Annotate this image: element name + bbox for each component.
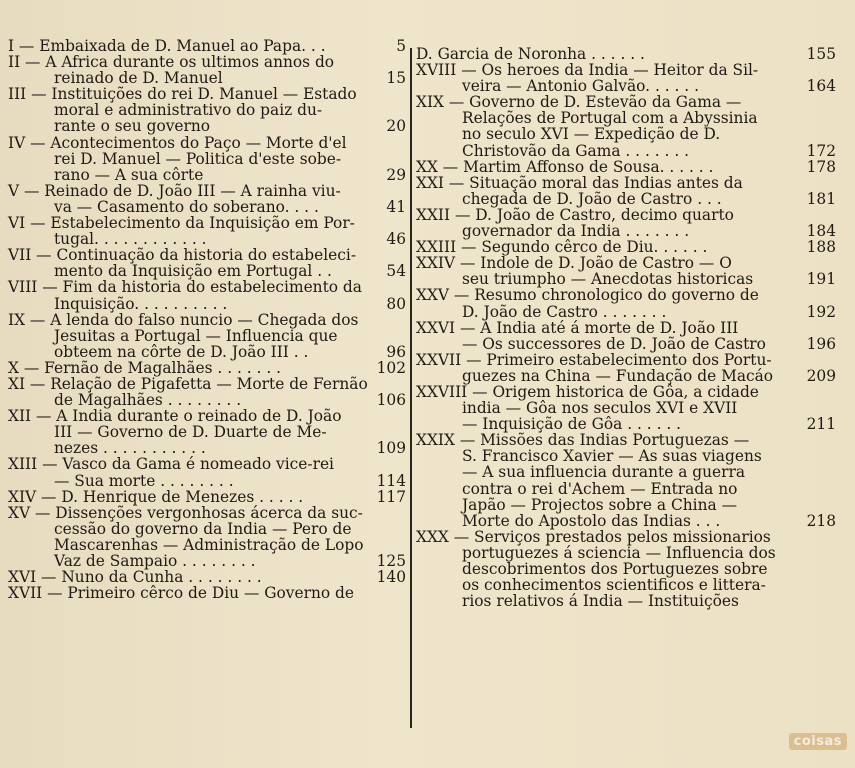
toc-page-number: 80: [386, 294, 406, 313]
toc-entry: [8, 279, 406, 311]
toc-entry-title: XVII — Primeiro cêrco de Diu — Governo de: [8, 584, 354, 603]
toc-entry-continuation: — Inquisição de Gôa . . . . . .: [462, 415, 682, 434]
toc-entry: [416, 432, 836, 529]
toc-entry: [416, 94, 836, 158]
toc-entry-title: XIX — Governo de D. Estevão da Gama —: [416, 93, 742, 112]
toc-right-column: [416, 46, 836, 609]
toc-entry-continuation: mento da Inquisição em Portugal . .: [54, 262, 332, 281]
toc-entry-continuation: rios relativos á India — Instituições: [462, 592, 739, 611]
toc-page-number: 125: [376, 552, 406, 570]
toc-entry-continuation: portuguezes á sciencia — Influencia dos: [462, 543, 776, 562]
toc-page-number: 192: [806, 302, 836, 321]
toc-entry-title: XXIII — Segundo cêrco de Diu. . . . . .: [416, 238, 708, 257]
toc-entry-continuation: S. Francisco Xavier — As suas viagens: [462, 447, 762, 466]
toc-page-number: 218: [806, 511, 836, 530]
toc-entry-title: XVIII — Os heroes da India — Heitor da Sil-: [416, 61, 759, 80]
toc-entry: [416, 62, 836, 94]
toc-entry-title: II — A Africa durante os ultimos annos do: [8, 53, 335, 72]
toc-page-number: 106: [376, 391, 406, 410]
toc-page-number: 184: [806, 222, 836, 241]
toc-entry: [416, 384, 836, 432]
toc-entry-title: IX — A lenda do falso nuncio — Chegada dos: [8, 310, 359, 329]
watermark-logo: coisas: [789, 733, 847, 750]
toc-entry-title: III — Instituições do rei D. Manuel — Estado: [8, 85, 357, 104]
toc-page-number: 196: [806, 334, 836, 353]
toc-entry-continuation: os conhecimentos scientificos e littera-: [462, 576, 766, 595]
toc-entry-continuation: chegada de D. João de Castro . . .: [462, 189, 722, 208]
toc-entry: [416, 287, 836, 319]
toc-entry: [8, 135, 406, 183]
toc-page-number: 178: [806, 157, 836, 176]
toc-entry-title: XXVIII — Origem historica de Gôa, a cidade: [416, 382, 759, 401]
toc-entry-continuation: — A sua influencia durante a guerra: [462, 463, 746, 482]
toc-entry-continuation: Vaz de Sampaio . . . . . . . .: [54, 552, 256, 570]
toc-entry: [416, 529, 836, 609]
toc-entry-title: XII — A India durante o reinado de D. João: [8, 407, 342, 426]
toc-entry-title: XXX — Serviços prestados pelos missionarios: [416, 527, 771, 546]
toc-page-number: 96: [386, 342, 406, 361]
toc-entry-title: I — Embaixada de D. Manuel ao Papa. . .: [8, 37, 326, 55]
toc-entry-continuation: va — Casamento do soberano. . . .: [54, 197, 319, 216]
toc-page-number: 114: [376, 471, 406, 490]
toc-entry-title: XXI — Situação moral das Indias antes da: [416, 173, 743, 192]
toc-entry-continuation: guezes na China — Fundação de Macáo: [462, 366, 774, 385]
toc-entry-title: XI — Relação de Pigafetta — Morte de Fernão: [8, 374, 368, 393]
toc-page-number: 117: [376, 487, 406, 506]
toc-entry-continuation: descobrimentos dos Portuguezes sobre: [462, 560, 768, 578]
toc-entry-continuation: de Magalhães . . . . . . . .: [54, 391, 242, 410]
toc-entry: [8, 489, 406, 505]
toc-page-number: 172: [806, 141, 836, 160]
toc-entry-title: IV — Acontecimentos do Paço — Morte d'el: [8, 133, 347, 152]
toc-entry: [416, 352, 836, 384]
toc-entry-title: XIV — D. Henrique de Menezes . . . . .: [8, 487, 304, 506]
toc-entry-title: XVI — Nuno da Cunha . . . . . . . .: [8, 568, 262, 587]
toc-entry-title: V — Reinado de D. João III — A rainha viu-: [8, 181, 341, 200]
toc-entry: [8, 38, 406, 54]
toc-entry: [8, 360, 406, 376]
toc-entry: [8, 312, 406, 360]
toc-entry: [416, 320, 836, 352]
toc-entry-title: XV — Dissenções vergonhosas ácerca da suc-: [8, 503, 363, 522]
toc-entry: [8, 569, 406, 585]
toc-entry-title: XXVII — Primeiro estabelecimento dos Portu-: [416, 350, 772, 369]
toc-page-number: 15: [386, 69, 406, 88]
toc-entry-continuation: no seculo XVI — Expedição de D.: [462, 125, 721, 144]
toc-entry-continuation: Japão — Projectos sobre a China —: [462, 495, 737, 514]
toc-entry-title: XXIX — Missões das Indias Portuguezas —: [416, 431, 750, 450]
toc-entry-continuation: Inquisição. . . . . . . . . .: [54, 294, 228, 313]
toc-entry-continuation: tugal. . . . . . . . . . . .: [54, 230, 207, 249]
toc-entry-title: XXII — D. João de Castro, decimo quarto: [416, 205, 734, 224]
toc-entry: [8, 408, 406, 456]
toc-page-number: 155: [806, 45, 836, 63]
toc-page-number: 181: [806, 189, 836, 208]
toc-entry: [8, 54, 406, 86]
toc-entry-continuation: obteem na côrte de D. João III . .: [54, 342, 309, 361]
toc-entry-continuation: rante o seu governo: [54, 117, 211, 136]
toc-entry-continuation: cessão do governo da India — Pero de: [54, 519, 352, 538]
toc-entry-title: VI — Estabelecimento da Inquisição em Por-: [8, 214, 355, 233]
toc-entry-continuation: — Os successores de D. João de Castro: [462, 334, 766, 353]
toc-page-number: 209: [806, 366, 836, 385]
toc-entry-title: XX — Martim Affonso de Sousa. . . . . .: [416, 157, 714, 176]
toc-entry: [8, 376, 406, 408]
toc-page-number: 5: [396, 37, 406, 55]
toc-entry-title: X — Fernão de Magalhães . . . . . . .: [8, 358, 282, 377]
toc-page-number: 211: [806, 415, 836, 434]
toc-entry-continuation: Mascarenhas — Administração de Lopo: [54, 535, 364, 554]
toc-page-number: 54: [386, 262, 406, 281]
toc-entry-continuation: — Sua morte . . . . . . . .: [54, 471, 234, 490]
toc-entry-continuation: nezes . . . . . . . . . . .: [54, 439, 206, 458]
toc-entry: [8, 505, 406, 569]
toc-entry-title: XXIV — Indole de D. João de Castro — O: [416, 254, 732, 273]
toc-entry-continuation: seu triumpho — Anecdotas historicas: [462, 270, 754, 289]
toc-entry: [416, 175, 836, 207]
toc-page-number: 109: [376, 439, 406, 458]
toc-page-number: 191: [806, 270, 836, 289]
toc-entry-continuation: III — Governo de D. Duarte de Me-: [54, 423, 327, 442]
toc-page-number: 140: [376, 568, 406, 587]
toc-entry-title: VII — Continuação da historia do estabeleci-: [8, 246, 357, 265]
toc-page-number: 102: [376, 358, 406, 377]
toc-entry: [8, 215, 406, 247]
toc-entry: [416, 239, 836, 255]
toc-entry-continuation: rei D. Manuel — Politica d'este sobe-: [54, 149, 342, 168]
toc-entry: [416, 46, 836, 62]
toc-left-column: [8, 38, 406, 601]
toc-page-number: 46: [386, 230, 406, 249]
toc-entry: [8, 456, 406, 488]
toc-entry: [8, 86, 406, 134]
toc-page-number: 20: [386, 117, 406, 136]
toc-entry-title: XXVI — A India até á morte de D. João III: [416, 318, 739, 337]
toc-entry: [416, 255, 836, 287]
toc-entry-continuation: Relações de Portugal com a Abyssinia: [462, 109, 758, 128]
toc-entry-continuation: governador da India . . . . . . .: [462, 222, 690, 241]
toc-entry: [416, 207, 836, 239]
toc-entry-title: VIII — Fim da historia do estabelecimento da: [8, 278, 362, 297]
column-divider: [410, 48, 412, 728]
toc-entry-continuation: contra o rei d'Achem — Entrada no: [462, 479, 738, 498]
toc-page-number: 29: [386, 165, 406, 184]
toc-entry-continuation: rano — A sua côrte: [54, 165, 204, 184]
toc-entry-continuation: Jesuitas a Portugal — Influencia que: [54, 326, 338, 345]
toc-entry-title: D. Garcia de Noronha . . . . . .: [416, 45, 645, 63]
toc-entry-continuation: Morte do Apostolo das Indias . . .: [462, 511, 721, 530]
toc-entry-continuation: india — Gôa nos seculos XVI e XVII: [462, 399, 738, 418]
toc-entry-title: XXV — Resumo chronologico do governo de: [416, 286, 759, 305]
toc-page-number: 164: [806, 77, 836, 96]
toc-entry-continuation: D. João de Castro . . . . . . .: [462, 302, 667, 321]
toc-entry-continuation: reinado de D. Manuel: [54, 69, 223, 88]
toc-entry-title: XIII — Vasco da Gama é nomeado vice-rei: [8, 455, 334, 474]
toc-entry: [416, 159, 836, 175]
toc-entry-continuation: moral e administrativo do paiz du-: [54, 101, 323, 120]
toc-page-number: 41: [386, 197, 406, 216]
toc-entry: [8, 585, 406, 601]
toc-entry-continuation: veira — Antonio Galvão. . . . . .: [462, 77, 699, 96]
toc-entry: [8, 183, 406, 215]
toc-entry-continuation: Christovão da Gama . . . . . . .: [462, 141, 689, 160]
toc-page-number: 188: [806, 238, 836, 257]
toc-entry: [8, 247, 406, 279]
